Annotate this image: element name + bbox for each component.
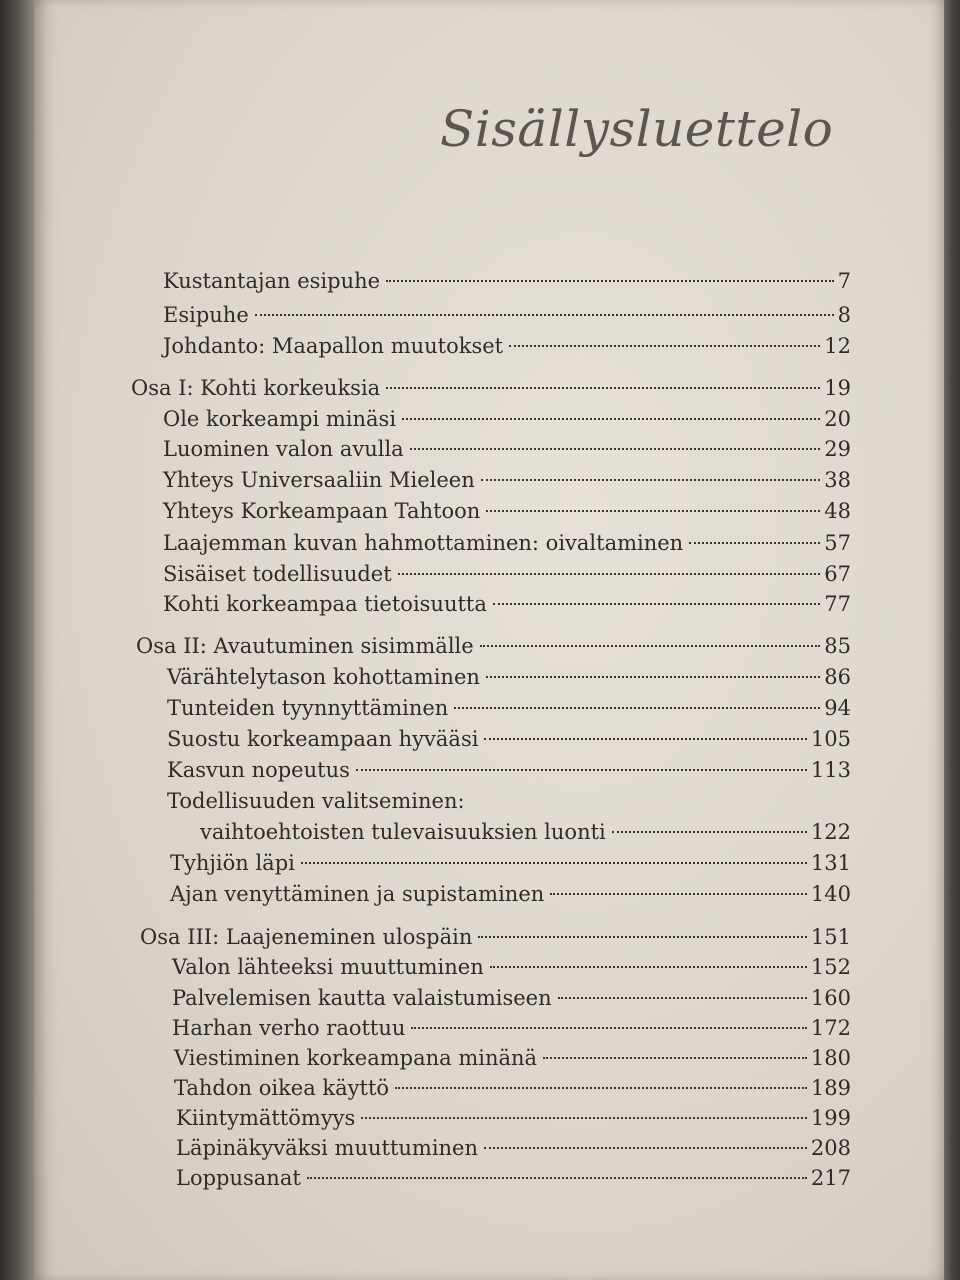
toc-entry [170, 879, 851, 909]
dot-leader [307, 1177, 807, 1179]
toc-entry [163, 331, 851, 361]
toc-entry-title: Palvelemisen kautta valaistumiseen [172, 986, 552, 1010]
toc-entry-page: 67 [824, 562, 851, 586]
toc-entry-page: 85 [824, 634, 851, 658]
dot-leader [486, 510, 820, 512]
toc-entry-title: Valon lähteeksi muuttuminen [172, 955, 484, 979]
toc-entry-title: Kiintymättömyys [176, 1106, 356, 1130]
toc-entry-page: 189 [810, 1076, 851, 1100]
dot-leader [478, 936, 807, 938]
dot-leader [481, 479, 821, 481]
toc-entry [200, 817, 851, 847]
dot-leader [486, 676, 820, 678]
dot-leader [612, 831, 807, 833]
toc-entry-title: Ole korkeampi minäsi [163, 407, 397, 431]
toc-entry [172, 1013, 851, 1043]
dot-leader [356, 769, 807, 771]
dot-leader [454, 707, 820, 709]
toc-entry-page: 131 [810, 851, 851, 875]
dot-leader [410, 448, 821, 450]
page-title: Sisällysluettelo [440, 100, 834, 158]
toc-part-heading [131, 373, 851, 403]
toc-entry-title: Viestiminen korkeampana minänä [174, 1046, 538, 1070]
toc-entry-title: Tahdon oikea käyttö [174, 1076, 390, 1100]
toc-entry [163, 559, 851, 589]
toc-entry-page: 86 [824, 665, 851, 689]
toc-entry-title: Sisäiset todellisuudet [163, 562, 392, 586]
toc-entry-page: 180 [810, 1046, 851, 1070]
toc-entry-page: 113 [810, 758, 851, 782]
dot-leader [689, 542, 820, 544]
toc-entry-page: 199 [810, 1106, 851, 1130]
dot-leader [411, 1027, 806, 1029]
toc-entry-title: Tyhjiön läpi [170, 851, 295, 875]
toc-entry [163, 589, 851, 619]
toc-entry-title: Yhteys Universaaliin Mieleen [163, 468, 475, 492]
toc-entry-page: 48 [824, 499, 851, 523]
toc-entry [163, 496, 851, 526]
toc-entry-title: Suostu korkeampaan hyvääsi [167, 727, 479, 751]
dot-leader [301, 862, 807, 864]
toc-entry-title: Tunteiden tyynnyttäminen [167, 696, 449, 720]
toc-entry-title: Laajemman kuvan hahmottaminen: oivaltaminen [163, 531, 684, 555]
dot-leader [509, 345, 820, 347]
toc-entry-title: Loppusanat [176, 1166, 301, 1190]
dot-leader [493, 603, 820, 605]
toc-entry [163, 528, 851, 558]
toc-entry-page: 77 [824, 592, 851, 616]
toc-entry [172, 983, 851, 1013]
toc-entry-page: 19 [824, 376, 851, 400]
toc-entry-title: Osa I: Kohti korkeuksia [131, 376, 381, 400]
toc-entry-title: Kasvun nopeutus [167, 758, 350, 782]
toc-entry-page: 172 [810, 1016, 851, 1040]
toc-entry-title: Osa III: Laajeneminen ulospäin [140, 925, 473, 949]
toc-entry-page: 8 [837, 303, 851, 327]
toc-entry [163, 266, 851, 296]
toc-entry-page: 208 [810, 1136, 851, 1160]
toc-entry-page: 105 [810, 727, 851, 751]
toc-entry-title: Johdanto: Maapallon muutokset [163, 334, 504, 358]
toc-entry [163, 404, 851, 434]
toc-entry-title: Osa II: Avautuminen sisimmälle [136, 634, 474, 658]
toc-entry [174, 1043, 851, 1073]
dot-leader [490, 966, 807, 968]
toc-entry-title: Todellisuuden valitseminen: [167, 789, 465, 813]
toc-entry-page: 29 [824, 437, 851, 461]
toc-entry-page: 20 [824, 407, 851, 431]
toc-entry-page: 217 [810, 1166, 851, 1190]
dot-leader [558, 997, 807, 999]
toc-entry-title: Yhteys Korkeampaan Tahtoon [163, 499, 481, 523]
toc-entry-title: Harhan verho raottuu [172, 1016, 406, 1040]
toc-entry [176, 1103, 851, 1133]
toc-entry [172, 952, 851, 982]
toc-entry-multiline-first [167, 786, 851, 816]
dot-leader [484, 738, 806, 740]
toc-entry [174, 1073, 851, 1103]
dot-leader [543, 1057, 807, 1059]
dot-leader [386, 387, 820, 389]
toc-entry-page: 12 [824, 334, 851, 358]
toc-entry [167, 724, 851, 754]
toc-entry-title: Värähtelytason kohottaminen [167, 665, 480, 689]
toc-entry [170, 848, 851, 878]
toc-entry-page: 7 [837, 269, 851, 293]
dot-leader [480, 645, 821, 647]
dot-leader [550, 893, 807, 895]
dot-leader [255, 314, 834, 316]
toc-entry-title: Luominen valon avulla [163, 437, 404, 461]
toc-entry [163, 300, 851, 330]
dot-leader [398, 573, 821, 575]
toc-entry [167, 693, 851, 723]
toc-entry [176, 1133, 851, 1163]
toc-entry-page: 38 [824, 468, 851, 492]
toc-entry-title: Läpinäkyväksi muuttuminen [176, 1136, 479, 1160]
toc-entry-title: vaihtoehtoisten tulevaisuuksien luonti [200, 820, 606, 844]
toc-entry-page: 122 [810, 820, 851, 844]
dot-leader [386, 280, 834, 282]
toc-entry-title: Esipuhe [163, 303, 249, 327]
toc-entry [176, 1163, 851, 1193]
toc-entry [163, 465, 851, 495]
toc-entry-title: Ajan venyttäminen ja supistaminen [170, 882, 545, 906]
toc-part-heading [136, 631, 851, 661]
toc-entry-page: 57 [824, 531, 851, 555]
toc-entry-title: Kohti korkeampaa tietoisuutta [163, 592, 487, 616]
toc-entry-title: Kustantajan esipuhe [163, 269, 381, 293]
dot-leader [402, 418, 820, 420]
dot-leader [361, 1117, 807, 1119]
toc-entry [167, 662, 851, 692]
toc-entry-page: 160 [810, 986, 851, 1010]
toc-entry [163, 434, 851, 464]
dot-leader [395, 1087, 807, 1089]
toc-entry-page: 140 [810, 882, 851, 906]
toc-entry-page: 151 [810, 925, 851, 949]
toc-entry-page: 152 [810, 955, 851, 979]
toc-part-heading [140, 922, 851, 952]
toc-entry-page: 94 [824, 696, 851, 720]
toc-entry [167, 755, 851, 785]
dot-leader [484, 1147, 807, 1149]
